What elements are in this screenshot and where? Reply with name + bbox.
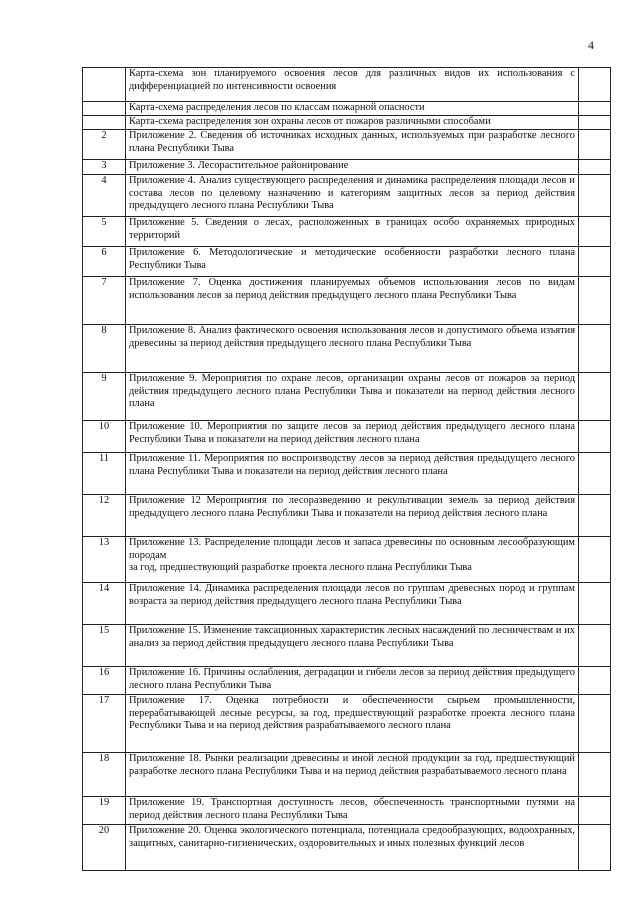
table-row [83, 695, 611, 753]
row-number: 2 [83, 130, 126, 160]
empty-cell [579, 160, 611, 175]
page-number: 4 [588, 38, 594, 52]
row-number: 4 [83, 175, 126, 217]
row-text: Приложение 17. Оценка потребности и обеспеченности сырьем промышленности, перерабатывающей лесные ресурсы, за год, предшествующий разработке проекта лесного плана Республики Тыва и на период действия разрабатываемого лесного плана [126, 695, 579, 753]
table-row [83, 160, 611, 175]
row-number: 18 [83, 753, 126, 797]
row-text: Приложение 4. Анализ существующего распределения и динамика распределения площади лесов и состава лесов по целевому назначению и категориям защитных лесов за период действия предыдущего лесного плана Республики Тыва [126, 175, 579, 217]
row-number: 14 [83, 583, 126, 625]
row-text: Приложение 14. Динамика распределения площади лесов по группам древесных пород и группам возраста за период действия предыдущего лесного плана Республики Тыва [126, 583, 579, 625]
row-number: 8 [83, 325, 126, 373]
empty-cell [579, 421, 611, 453]
appendix-table [82, 67, 611, 871]
row-text: Приложение 12 Мероприятия по лесоразведению и рекультивации земель за период действия предыдущего лесного плана Республики Тыва и показатели на период действия лесного плана [126, 495, 579, 537]
empty-cell [579, 625, 611, 667]
row-number [83, 68, 126, 102]
row-number: 16 [83, 667, 126, 695]
row-text: Приложение 3. Лесорастительное районирование [126, 160, 579, 175]
table-row [83, 277, 611, 325]
empty-cell [579, 495, 611, 537]
row-number: 12 [83, 495, 126, 537]
row-text: Приложение 16. Причины ослабления, деградации и гибели лесов за период действия предыдущего лесного плана Республики Тыва [126, 667, 579, 695]
row-text: Приложение 5. Сведения о лесах, расположенных в границах особо охраняемых природных территорий [126, 217, 579, 247]
row-text: Приложение 18. Рынки реализации древесины и иной лесной продукции за год, предшествующий разработке лесного плана Республики Тыва и на период действия разрабатываемого лесного плана [126, 753, 579, 797]
empty-cell [579, 68, 611, 102]
row-number: 17 [83, 695, 126, 753]
empty-cell [579, 825, 611, 871]
row-text: Приложение 9. Мероприятия по охране лесов, организации охраны лесов от пожаров за период действия предыдущего лесного плана Республики Тыва и показатели на период действия лесного плана [126, 373, 579, 421]
table-row [83, 753, 611, 797]
row-number: 9 [83, 373, 126, 421]
row-text: Карта-схема распределения зон охраны лесов от пожаров различными способами [126, 116, 579, 130]
row-text: Карта-схема зон планируемого освоения лесов для различных видов их использования с дифференциацией по интенсивности освоения [126, 68, 579, 102]
empty-cell [579, 753, 611, 797]
table-row [83, 325, 611, 373]
empty-cell [579, 130, 611, 160]
row-number: 20 [83, 825, 126, 871]
row-number: 13 [83, 537, 126, 583]
empty-cell [579, 102, 611, 116]
table-row [83, 537, 611, 583]
empty-cell [579, 695, 611, 753]
row-number: 3 [83, 160, 126, 175]
row-text-line: за год, предшествующий разработке проекта лесного плана Республики Тыва [129, 562, 472, 574]
row-text: Карта-схема распределения лесов по классам пожарной опасности [126, 102, 579, 116]
row-text: Приложение 20. Оценка экологического потенциала, потенциала средообразующих, водоохранных, защитных, санитарно-гигиенических, оздоровительных и иных полезных функций лесов [126, 825, 579, 871]
empty-cell [579, 453, 611, 495]
empty-cell [579, 175, 611, 217]
row-number: 5 [83, 217, 126, 247]
table-row [83, 102, 611, 116]
row-text: Приложение 8. Анализ фактического освоения использования лесов и допустимого объема изъятия древесины за период действия предыдущего лесного плана Республики Тыва [126, 325, 579, 373]
row-number: 19 [83, 797, 126, 825]
row-text-line: Приложение 13. Распределение площади лесов и запаса древесины по основным лесообразующим породам [129, 537, 575, 561]
row-number [83, 116, 126, 130]
row-text: Приложение 10. Мероприятия по защите лесов за период действия предыдущего лесного плана Республики Тыва и показатели на период действия лесного плана [126, 421, 579, 453]
empty-cell [579, 797, 611, 825]
row-number: 7 [83, 277, 126, 325]
row-number [83, 102, 126, 116]
empty-cell [579, 277, 611, 325]
empty-cell [579, 583, 611, 625]
table-row [83, 175, 611, 217]
row-text: Приложение 2. Сведения об источниках исходных данных, используемых при разработке лесного плана Республики Тыва [126, 130, 579, 160]
table-row [83, 217, 611, 247]
empty-cell [579, 217, 611, 247]
table-row [83, 625, 611, 667]
empty-cell [579, 373, 611, 421]
table-row [83, 116, 611, 130]
table-row [83, 797, 611, 825]
row-text [126, 537, 579, 583]
table-row [83, 373, 611, 421]
table-row [83, 453, 611, 495]
empty-cell [579, 537, 611, 583]
table-row [83, 421, 611, 453]
row-text: Приложение 11. Мероприятия по воспроизводству лесов за период действия предыдущего лесного плана Республики Тыва и показатели на период действия лесного плана [126, 453, 579, 495]
empty-cell [579, 325, 611, 373]
row-number: 11 [83, 453, 126, 495]
empty-cell [579, 247, 611, 277]
row-number: 15 [83, 625, 126, 667]
table-row [83, 130, 611, 160]
row-text: Приложение 7. Оценка достижения планируемых объемов использования лесов по видам использования лесов за период действия предыдущего лесного плана Республики Тыва [126, 277, 579, 325]
row-number: 10 [83, 421, 126, 453]
table-row [83, 667, 611, 695]
row-text: Приложение 15. Изменение таксационных характеристик лесных насаждений по лесничествам и их анализ за период действия предыдущего лесного плана Республики Тыва [126, 625, 579, 667]
row-text: Приложение 6. Методологические и методические особенности разработки лесного плана Республики Тыва [126, 247, 579, 277]
table-row [83, 583, 611, 625]
empty-cell [579, 667, 611, 695]
row-number: 6 [83, 247, 126, 277]
table-row [83, 68, 611, 102]
empty-cell [579, 116, 611, 130]
table-row [83, 247, 611, 277]
table-row [83, 495, 611, 537]
row-text: Приложение 19. Транспортная доступность лесов, обеспеченность транспортными путями на период действия лесного плана Республики Тыва [126, 797, 579, 825]
table-row [83, 825, 611, 871]
